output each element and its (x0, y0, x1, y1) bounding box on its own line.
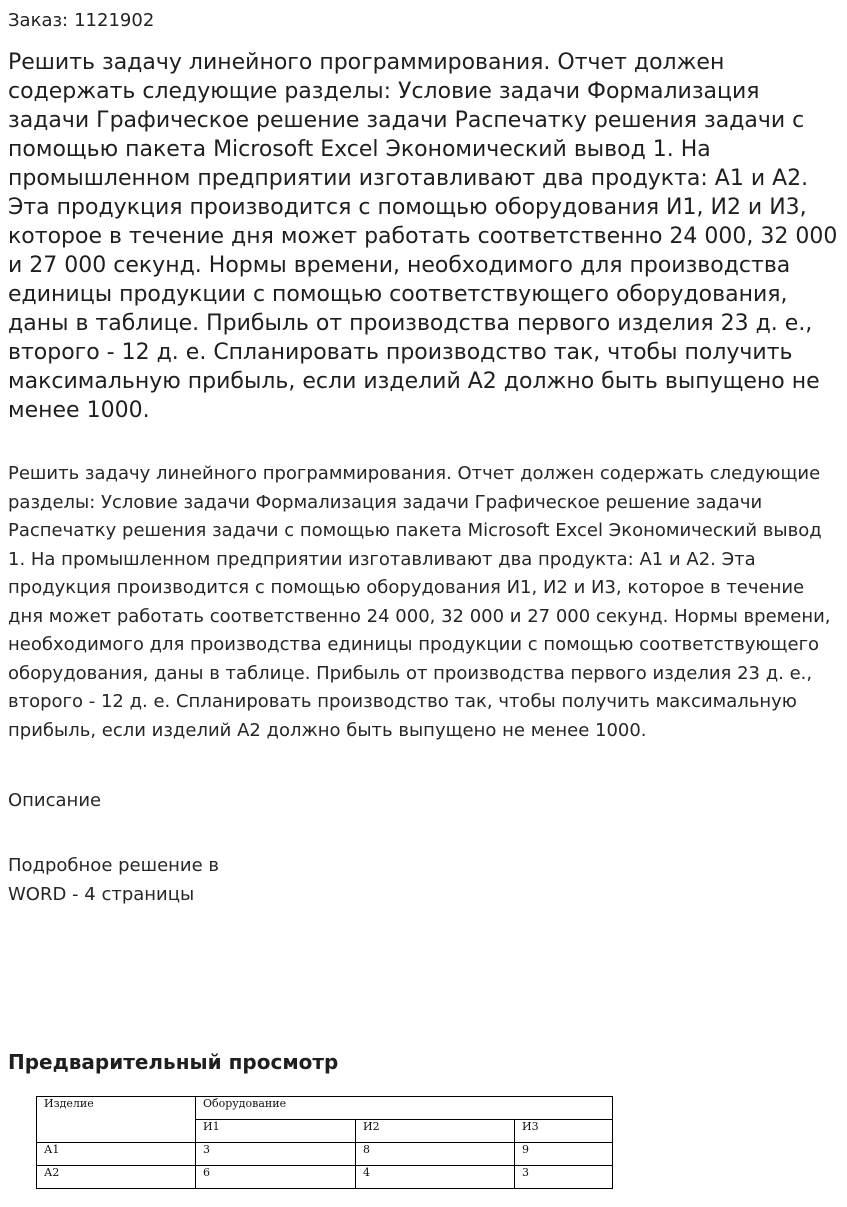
preview-table (36, 1096, 613, 1189)
value-cell: 9 (515, 1143, 613, 1166)
order-number-line (8, 10, 154, 32)
preview-heading: Предварительный просмотр (8, 1050, 339, 1074)
product-cell: А1 (37, 1143, 196, 1166)
equipment-column-header: И2 (356, 1120, 515, 1143)
table-header-row (37, 1097, 613, 1120)
order-title: Решить задачу линейного программирования. Отчет должен содержать следующие разделы: Условие задачи Формализация задачи Графическое решение задачи Распечатку решения задачи с помощью пакета Microsoft Excel Экономический вывод 1. На промышленном предприятии изготавливают два продукта: А1 и А2. Эта продукция производится с помощью оборудования И1, И2 и И3, которое в течение дня может работать соответственно 24 000, 32 000 и 27 000 секунд. Нормы времени, необходимого для производства единицы продукции с помощью соответствующего оборудования, даны в таблице. Прибыль от производства первого изделия 23 д. е., второго - 12 д. е. Спланировать производство так, чтобы получить максимальную прибыль, если изделий А2 должно быть выпущено не менее 1000. (8, 50, 838, 423)
equipment-header-cell: Оборудование (196, 1097, 613, 1120)
product-cell: А2 (37, 1166, 196, 1189)
value-cell: 4 (356, 1166, 515, 1189)
description-section-label: Описание (8, 790, 102, 811)
solution-detail: Подробное решение в WORD - 4 страницы (8, 855, 220, 905)
value-cell: 3 (196, 1143, 356, 1166)
table-row (37, 1143, 613, 1166)
order-description-text: Решить задачу линейного программирования. Отчет должен содержать следующие разделы: Условие задачи Формализация задачи Графическое решение задачи Распечатку решения задачи с помощью пакета Microsoft Excel Экономический вывод 1. На промышленном предприятии изготавливают два продукта: А1 и А2. Эта продукция производится с помощью оборудования И1, И2 и И3, которое в течение дня может работать соответственно 24 000, 32 000 и 27 000 секунд. Нормы времени, необходимого для производства единицы продукции с помощью соответствующего оборудования, даны в таблице. Прибыль от производства первого изделия 23 д. е., второго - 12 д. е. Спланировать производство так, чтобы получить максимальную прибыль, если изделий А2 должно быть выпущено не менее 1000. (8, 463, 831, 741)
equipment-column-header: И1 (196, 1120, 356, 1143)
value-cell: 3 (515, 1166, 613, 1189)
value-cell: 8 (356, 1143, 515, 1166)
value-cell: 6 (196, 1166, 356, 1189)
order-label: Заказ: (8, 10, 69, 31)
order-number: 1121902 (74, 10, 155, 31)
equipment-column-header: И3 (515, 1120, 613, 1143)
product-header-cell: Изделие (37, 1097, 196, 1143)
table-row (37, 1166, 613, 1189)
